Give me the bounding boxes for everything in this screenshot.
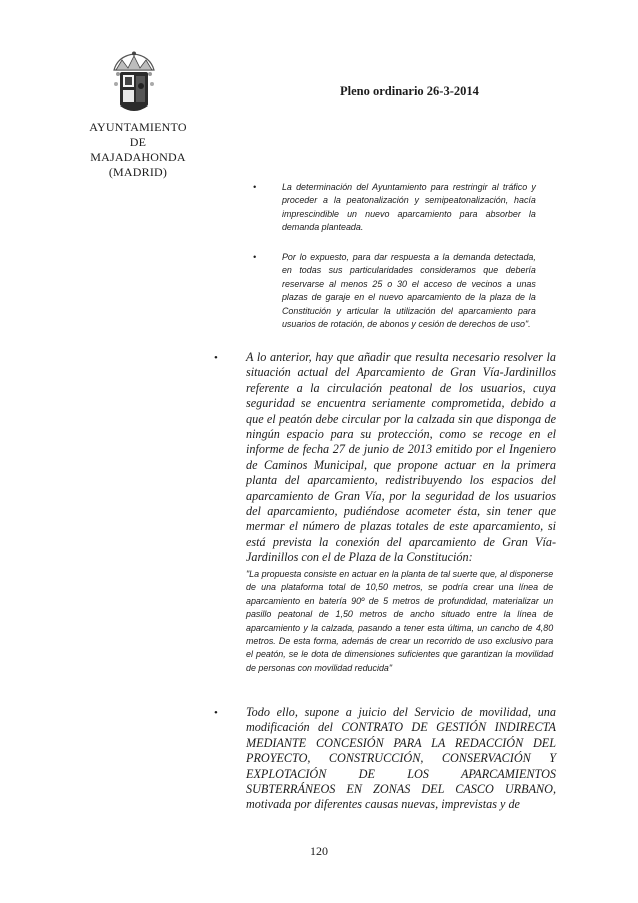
organization-name — [88, 120, 188, 180]
bullet-marker: • — [214, 352, 218, 364]
sub-bullet-text: Por lo expuesto, para dar respuesta a la demanda detectada, en todas sus particularidades consideramos que debería reservarse al menos 25 o 30 el acceso de vecinos a unas plazas de garaje en el nuevo aparcamiento de la plaza de la Constitución y articular la utilización del aparcamiento para usuarios de rotación, de abonos y cesión de derechos de uso". — [281, 252, 536, 331]
body-paragraph: Todo ello, supone a juicio del Servicio de movilidad, una modificación del CONTRATO DE GESTIÓN INDIRECTA MEDIANTE CONCESIÓN PARA LA REDACCIÓN DEL PROYECTO, CONSTRUCCIÓN, CONSERVACIÓN Y EXPLOTACIÓN DE LOS APARCAMIENTOS SUBTERRÁNEOS EN ZONAS DEL CASCO URBANO, motivada por diferentes causas nuevas, imprevistas y de — [246, 705, 556, 812]
organization-line: (MADRID) — [108, 165, 168, 179]
sub-bullet-item — [255, 181, 536, 235]
sub-bullet-item — [255, 251, 536, 331]
sub-bullet-text: La determinación del Ayuntamiento para restringir al tráfico y proceder a la peatonalización y semipeatonalización, hacía imprescindible un nuevo aparcamiento para absorber la demanda planteada. — [281, 182, 536, 234]
organization-line: MAJADAHONDA — [90, 150, 186, 164]
organization-line: AYUNTAMIENTO DE — [89, 120, 187, 149]
body-paragraph: A lo anterior, hay que añadir que resulta necesario resolver la situación actual del Aparcamiento de Gran Vía-Jardinillos referente a la circulación peatonal de los usuarios, cuya seguridad se encuentra seriamente comprometida, debido a que el peatón debe circular por la calzada sin que disponga de ningún espacio para su protección, como se recoge en el informe de fecha 27 de junio de 2013 emitido por el Ingeniero de Caminos Municipal, que propone actuar en la primera planta del aparcamiento, redistribuyendo los espacios del aparcamiento de Gran Vía, por la seguridad de los usuarios del aparcamiento, pudiéndose acometer ésta, sin tener que mermar el número de plazas totales de este aparcamiento, si está prevista la conexión del aparcamiento de Gran Vía-Jardinillos con el de Plaza de la Constitución: — [246, 350, 556, 565]
municipal-coat-of-arms-icon — [108, 50, 160, 116]
bullet-marker: • — [253, 252, 257, 263]
bullet-marker: • — [253, 182, 257, 193]
session-title: Pleno ordinario 26-3-2014 — [340, 84, 479, 98]
page-number: 120 — [310, 844, 328, 858]
quoted-report-excerpt: "La propuesta consiste en actuar en la planta de tal suerte que, al disponerse de una plataforma total de 10,50 metros, se podría crear una línea de aparcamiento en batería 90º de 5 metros de profundidad, materializar un pasillo peatonal de 1,50 metros de ancho situado entre la línea de aparcamiento y la calzada, pasando a tener esta última, un cancho de 4,80 metros. De esta forma, además de crear un recorrido de uso exclusivo para el peatón, se le dota de dimensiones suficientes que garantizan la movilidad de personas con movilidad reducida" — [246, 569, 554, 673]
bullet-marker: • — [214, 707, 218, 719]
